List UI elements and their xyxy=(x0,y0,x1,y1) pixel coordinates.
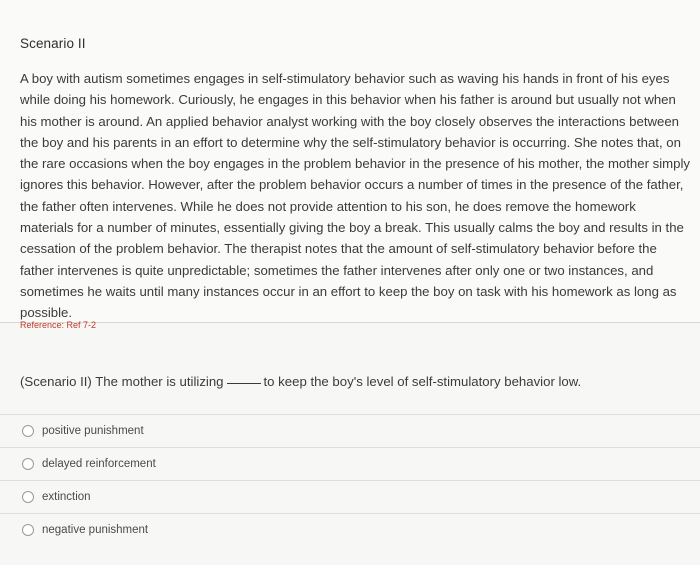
option-label: delayed reinforcement xyxy=(42,458,156,470)
option-label: negative punishment xyxy=(42,524,149,536)
option-negative-punishment[interactable] xyxy=(22,520,148,540)
radio-button-icon[interactable] xyxy=(22,458,34,470)
reference-label: Reference: Ref 7-2 xyxy=(20,320,97,330)
option-label: extinction xyxy=(42,491,91,503)
scenario-title: Scenario II xyxy=(20,36,86,51)
divider xyxy=(0,480,700,481)
question-suffix: to keep the boy's level of self-stimulatory behavior low. xyxy=(263,374,582,389)
answer-blank xyxy=(227,383,261,384)
radio-button-icon[interactable] xyxy=(22,491,34,503)
divider xyxy=(0,447,700,448)
option-delayed-reinforcement[interactable] xyxy=(22,454,156,474)
question-prefix: (Scenario II) The mother is utilizing xyxy=(20,374,224,389)
scenario-text: A boy with autism sometimes engages in self-stimulatory behavior such as waving his hands in front of his eyes while doing his homework. Curiously, he engages in this behavior when his father is around but usually not when his mother is around. An applied behavior analyst working with the boy closely observes the interactions between the boy and his parents in an effort to determine why the self-stimulatory behavior is occurring. She notes that, on the rare occasions when the boy engages in the problem behavior in the presence of his mother, the mother simply ignores this behavior. However, after the problem behavior occurs a number of times in the presence of the father, the father often intervenes. While he does not provide attention to his son, he does remove the homework materials for a number of minutes, essentially giving the boy a break. This usually calms the boy and results in the cessation of the problem behavior. The therapist notes that the amount of self-stimulatory behavior before the father intervenes is quite unpredictable; sometimes the father intervenes after only one or two instances, and sometimes he waits until many instances occur in an effort to keep the boy on task with his homework as long as possible. xyxy=(20,71,691,321)
divider xyxy=(0,414,700,415)
option-extinction[interactable] xyxy=(22,487,91,507)
radio-button-icon[interactable] xyxy=(22,524,34,536)
question-text xyxy=(20,374,581,389)
option-label: positive punishment xyxy=(42,425,144,437)
divider xyxy=(0,513,700,514)
option-positive-punishment[interactable] xyxy=(22,421,144,441)
radio-button-icon[interactable] xyxy=(22,425,34,437)
